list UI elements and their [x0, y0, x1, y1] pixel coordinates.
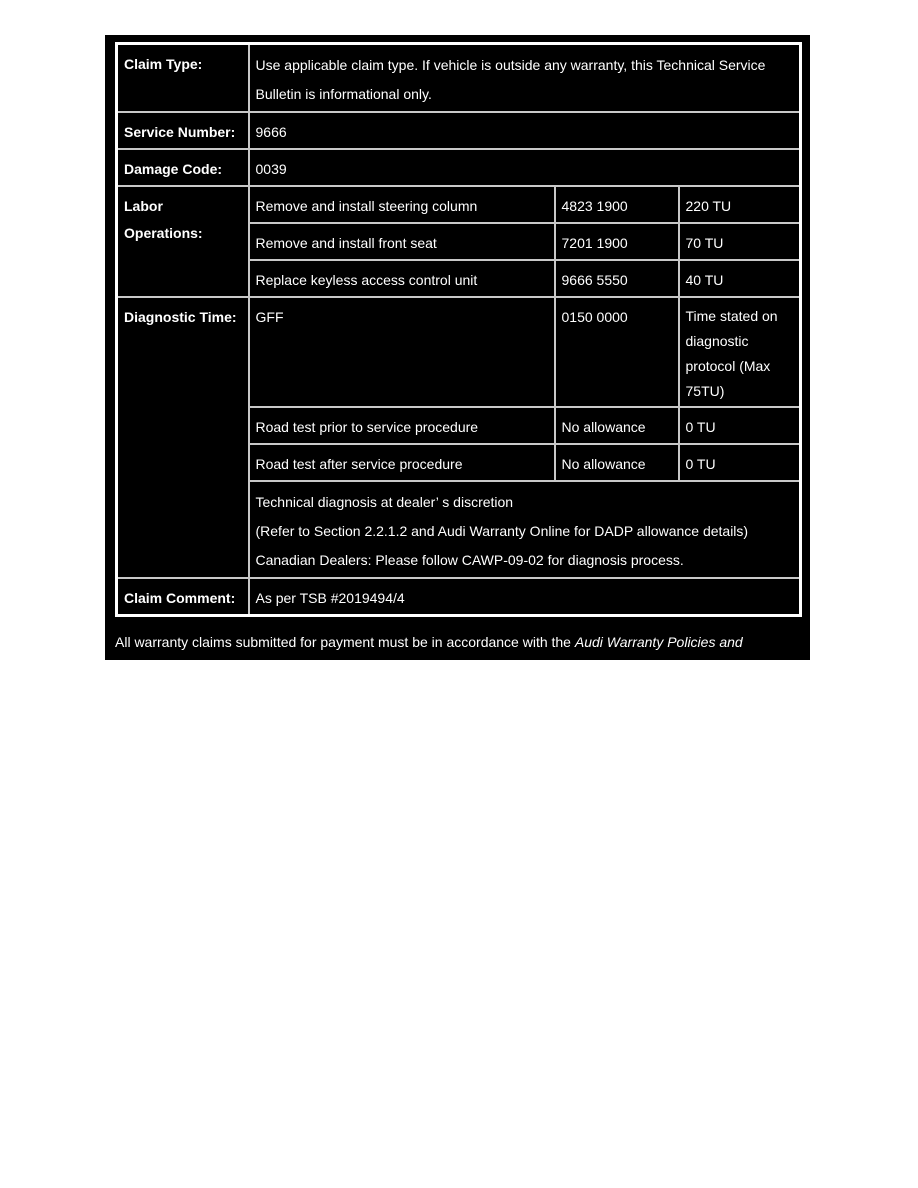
diagnostic-note: Canadian Dealers: Please follow CAWP-09-02 for diagnosis process. — [255, 552, 684, 568]
labor-operation-time: 220 TU — [679, 186, 801, 223]
diagnostic-item-time: 0 TU — [679, 444, 801, 481]
warranty-claim-panel — [105, 35, 810, 702]
diagnostic-item-time: 0 TU — [679, 407, 801, 444]
footer-text: Claims are subject to review or audit by Audi Warranty. — [164, 686, 508, 702]
service-number-value: 9666 — [249, 112, 801, 149]
service-number-row — [117, 112, 801, 149]
diagnostic-note: Technical diagnosis at dealer’ s discretion — [255, 494, 514, 510]
damage-code-label: Damage Code: — [117, 149, 249, 186]
labor-operations-label: Labor Operations: — [117, 186, 249, 297]
labor-operation-time: 40 TU — [679, 260, 801, 297]
damage-code-value: 0039 — [249, 149, 801, 186]
diagnostic-item-time: Time stated on diagnostic protocol (Max 75TU) — [679, 297, 801, 407]
diagnostic-item-description: Road test prior to service procedure — [249, 407, 555, 444]
labor-operation-time: 70 TU — [679, 223, 801, 260]
claim-comment-label: Claim Comment: — [117, 578, 249, 616]
service-number-label: Service Number: — [117, 112, 249, 149]
footer-manual-title: Manual. — [115, 686, 165, 702]
claim-type-label: Claim Type: — [117, 44, 249, 113]
labor-operation-code: 4823 1900 — [555, 186, 679, 223]
diagnostic-notes-cell — [249, 481, 801, 578]
footer-manual-title: Audi Warranty Policies and Procedures — [115, 634, 743, 676]
diagnostic-time-label: Diagnostic Time: — [117, 297, 249, 578]
footer-line-2 — [115, 681, 799, 707]
diagnostic-item-description: GFF — [249, 297, 555, 407]
diagnostic-item-code: No allowance — [555, 444, 679, 481]
claim-comment-value: As per TSB #2019494/4 — [249, 578, 801, 616]
diagnostic-note: (Refer to Section 2.2.1.2 and Audi Warranty Online for DADP allowance details) — [255, 523, 749, 539]
claim-type-row — [117, 44, 801, 113]
diagnostic-time-row — [117, 297, 801, 407]
diagnostic-item-code: 0150 0000 — [555, 297, 679, 407]
labor-operation-row — [117, 186, 801, 223]
labor-operation-code: 7201 1900 — [555, 223, 679, 260]
claim-type-value: Use applicable claim type. If vehicle is outside any warranty, this Technical Service Bulletin is informational only. — [249, 44, 801, 113]
labor-operation-description: Remove and install steering column — [249, 186, 555, 223]
diagnostic-item-code: No allowance — [555, 407, 679, 444]
diagnostic-item-description: Road test after service procedure — [249, 444, 555, 481]
labor-operation-code: 9666 5550 — [555, 260, 679, 297]
footer-text: All warranty claims submitted for payment must be in accordance with the — [115, 634, 575, 650]
claim-comment-row — [117, 578, 801, 616]
labor-operation-description: Replace keyless access control unit — [249, 260, 555, 297]
damage-code-row — [117, 149, 801, 186]
labor-operation-description: Remove and install front seat — [249, 223, 555, 260]
warranty-claim-table — [115, 42, 802, 617]
footer-note — [115, 629, 799, 707]
footer-line-1 — [115, 629, 799, 681]
